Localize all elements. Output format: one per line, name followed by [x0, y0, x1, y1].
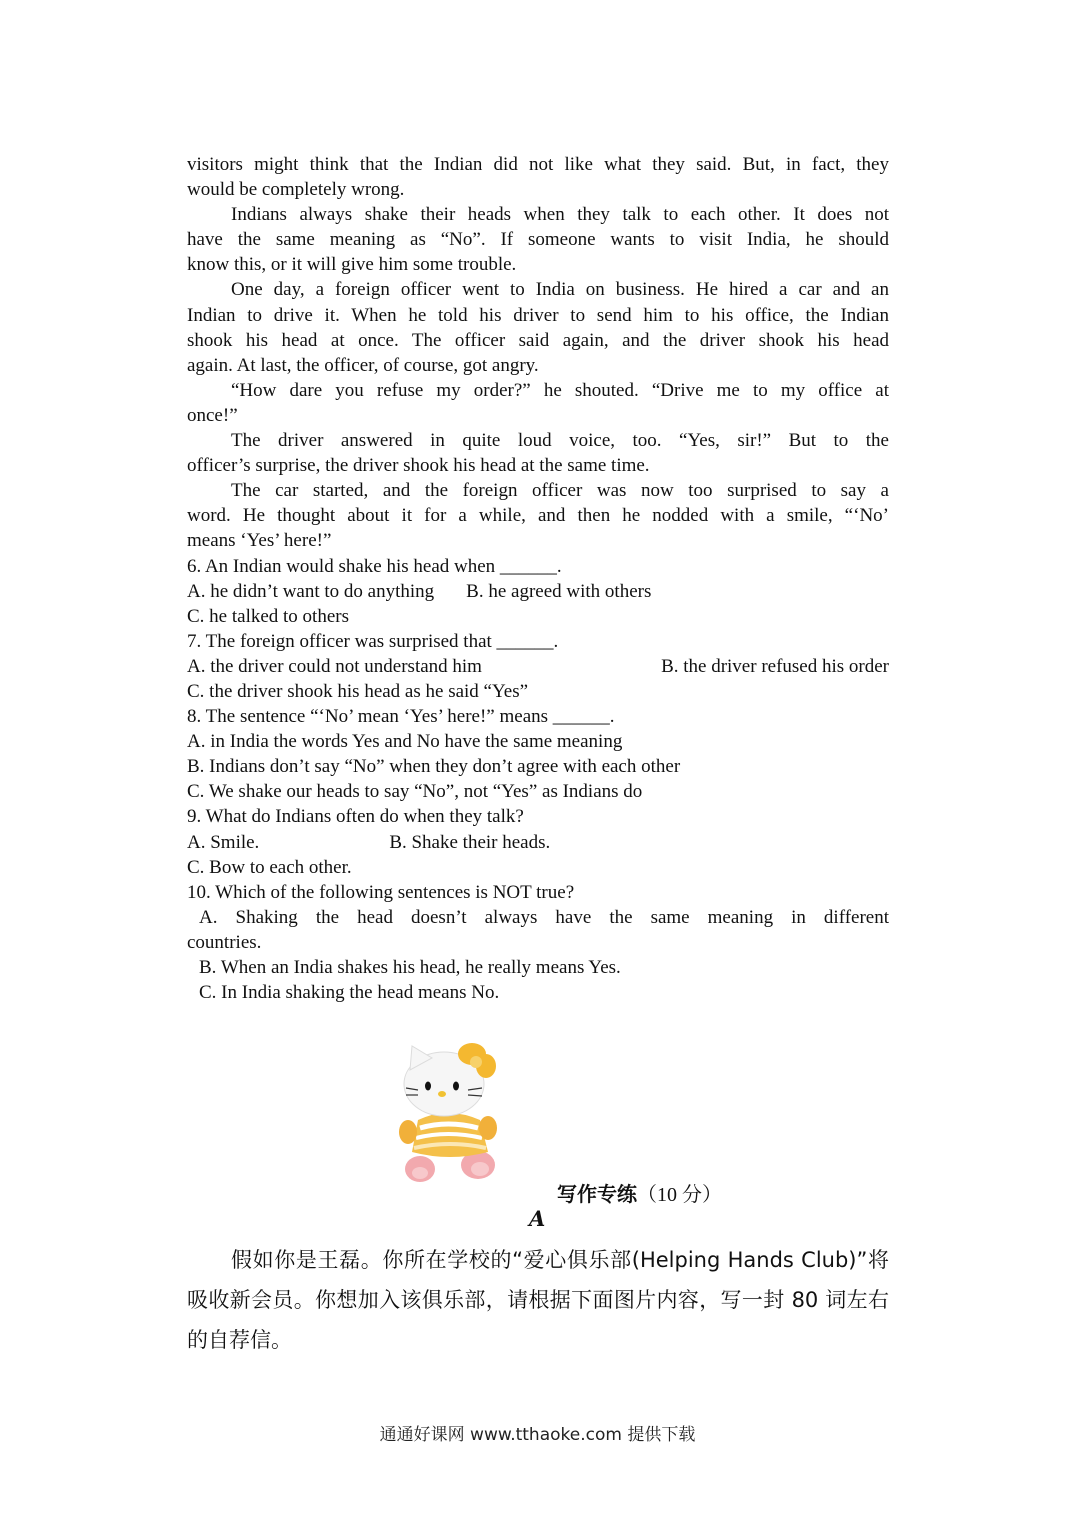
- question-stem: 10. Which of the following sentences is NOT true?: [187, 881, 575, 903]
- option-b: B. the driver refused his order: [661, 655, 889, 677]
- passage-line: word. He thought about it for a while, and then he nodded with a smile, “‘No’: [187, 505, 889, 527]
- passage-line: have the same meaning as “No”. If someone wants to visit India, he should: [187, 229, 889, 251]
- writing-line: 假如你是王磊。你所在学校的“爱心俱乐部(Helping Hands Club)”将: [231, 1248, 889, 1272]
- passage-line: shook his head at once. The officer said again, and the driver shook his head: [187, 329, 889, 351]
- writing-line: 的自荐信。: [187, 1328, 292, 1352]
- options-row: [187, 579, 889, 604]
- question-9: [187, 804, 889, 879]
- document-page: [187, 152, 889, 1005]
- question-stem: 9. What do Indians often do when they talk?: [187, 806, 524, 828]
- passage-line: would be completely wrong.: [187, 179, 405, 201]
- passage-line: One day, a foreign officer went to India on business. He hired a car and an: [231, 279, 889, 301]
- options-row: [187, 830, 889, 855]
- section-mark: A: [529, 1206, 546, 1231]
- option-a: A. Smile.: [187, 831, 260, 853]
- option-b: B. he agreed with others: [466, 580, 652, 602]
- option-c: C. the driver shook his head as he said “Yes”: [187, 680, 529, 702]
- passage-line: once!”: [187, 404, 238, 426]
- option-c: C. We shake our heads to say “No”, not “Yes” as Indians do: [187, 781, 643, 803]
- page-footer: 通通好课网 www.tthaoke.com 提供下载: [379, 1425, 696, 1445]
- writing-prompt: [187, 1240, 889, 1360]
- passage-line: visitors might think that the Indian did not like what they said. But, in fact, they: [187, 154, 889, 175]
- option-a-continued: countries.: [187, 931, 262, 953]
- option-a: A. he didn’t want to do anything: [187, 580, 435, 602]
- question-6: [187, 554, 889, 629]
- passage-line: Indian to drive it. When he told his driver to send him to his office, the Indian: [187, 304, 889, 326]
- option-a: A. in India the words Yes and No have the same meaning: [187, 731, 623, 753]
- question-stem: 8. The sentence “‘No’ mean ‘Yes’ here!” means ______.: [187, 706, 615, 728]
- question-7: [187, 629, 889, 704]
- passage-line: The driver answered in quite loud voice, too. “Yes, sir!” But to the: [231, 430, 889, 452]
- section-heading: [557, 1178, 722, 1207]
- option-a: A. Shaking the head doesn’t always have the same meaning in different: [199, 906, 889, 928]
- reading-passage: [187, 152, 889, 554]
- writing-line: 吸收新会员。你想加入该俱乐部，请根据下面图片内容，写一封 80 词左右: [187, 1288, 889, 1312]
- plush-kitty-illustration: [398, 1040, 498, 1190]
- passage-line: again. At last, the officer, of course, got angry.: [187, 354, 539, 376]
- question-stem: 7. The foreign officer was surprised that ______.: [187, 630, 559, 652]
- passage-line: The car started, and the foreign officer was now too surprised to say a: [231, 480, 889, 502]
- option-b: B. Indians don’t say “No” when they don’t agree with each other: [187, 756, 681, 778]
- passage-line: know this, or it will give him some trouble.: [187, 254, 517, 276]
- option-a: A. the driver could not understand him: [187, 655, 482, 677]
- passage-line: officer’s surprise, the driver shook his head at the same time.: [187, 455, 650, 477]
- question-stem: 6. An Indian would shake his head when ______.: [187, 555, 562, 577]
- option-c: C. Bow to each other.: [187, 856, 352, 878]
- option-c: C. he talked to others: [187, 605, 349, 627]
- passage-line: Indians always shake their heads when they talk to each other. It does not: [231, 204, 889, 226]
- passage-line: means ‘Yes’ here!”: [187, 530, 332, 552]
- option-b: B. Shake their heads.: [389, 831, 551, 853]
- option-b: B. When an India shakes his head, he really means Yes.: [199, 957, 621, 978]
- section-score: （10 分）: [637, 1184, 722, 1206]
- question-10: [187, 880, 889, 1005]
- option-c: C. In India shaking the head means No.: [199, 982, 500, 1004]
- passage-line: “How dare you refuse my order?” he shouted. “Drive me to my office at: [231, 379, 889, 401]
- options-row: [187, 654, 889, 679]
- section-title: 写作专练: [557, 1184, 637, 1206]
- question-8: [187, 704, 889, 804]
